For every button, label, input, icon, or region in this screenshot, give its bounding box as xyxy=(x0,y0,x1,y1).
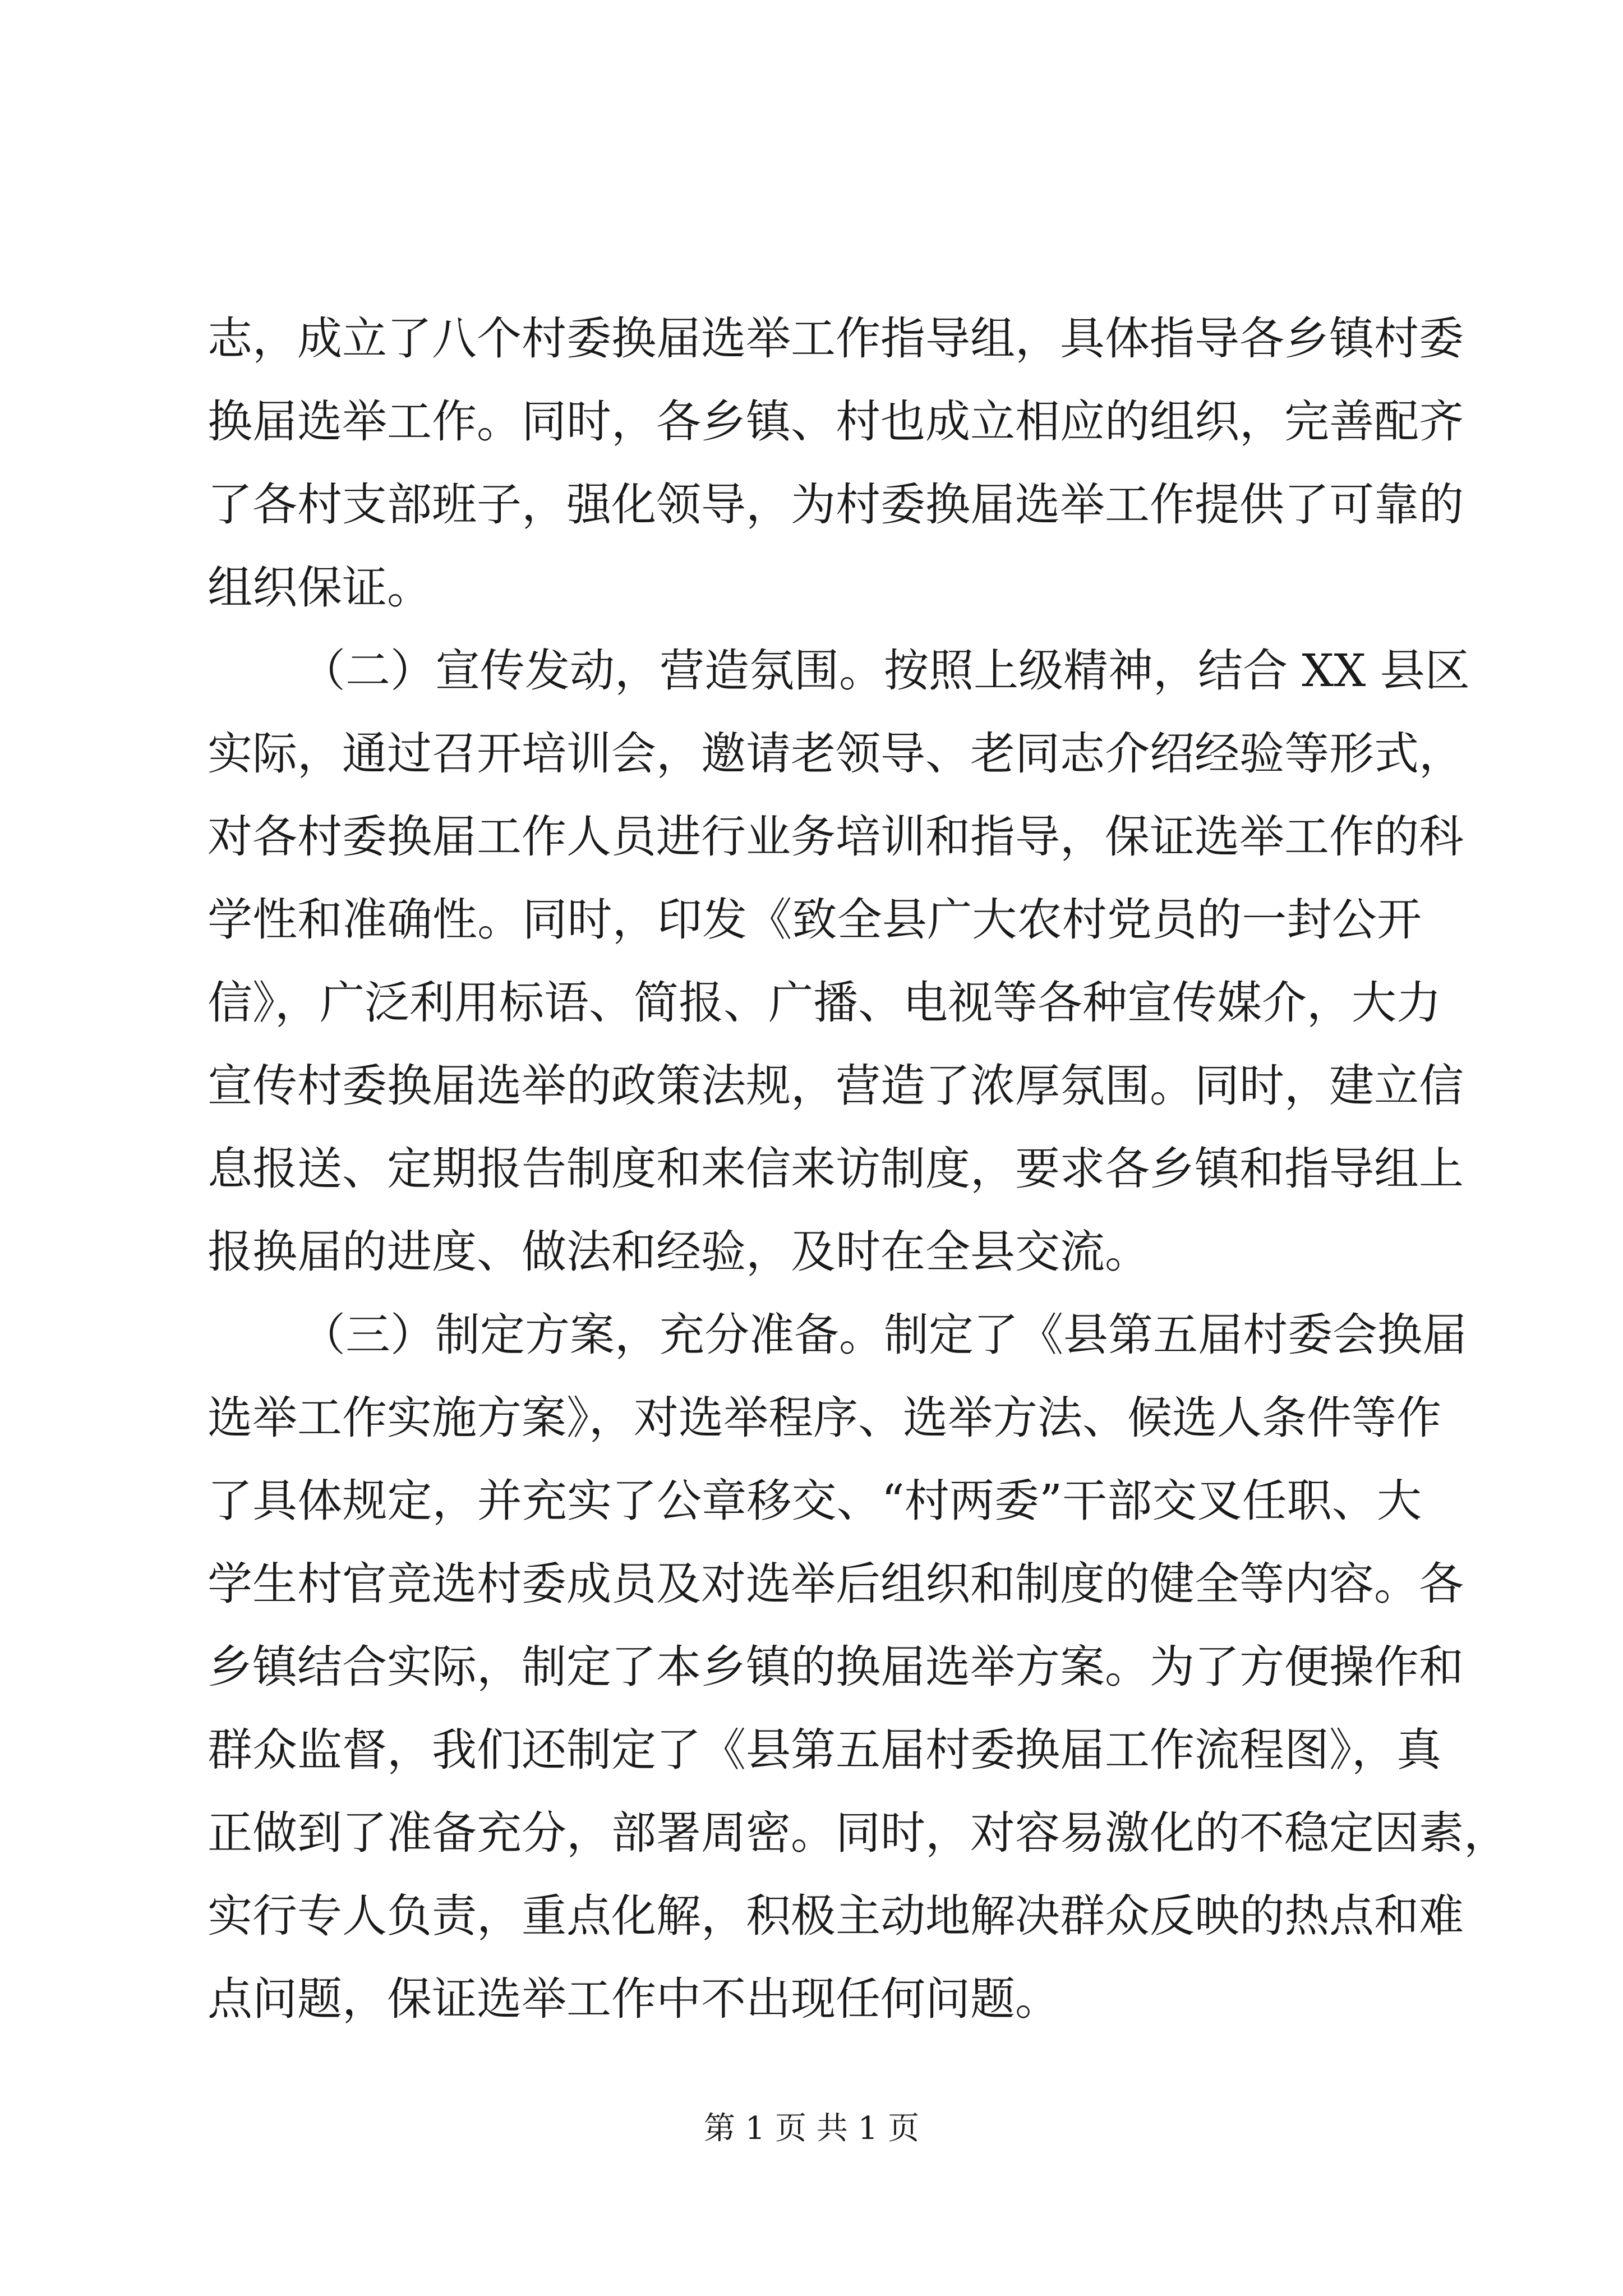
text-line: 学生村官竞选村委成员及对选举后组织和制度的健全等内容。各 xyxy=(208,1558,1464,1610)
text-line: 报换届的进度、做法和经验，及时在全县交流。 xyxy=(208,1226,1150,1278)
text-line: 点问题，保证选举工作中不出现任何问题。 xyxy=(208,1973,1060,2025)
text-line: 实行专人负责，重点化解，积极主动地解决群众反映的热点和难 xyxy=(208,1890,1464,1942)
paragraph-heading-line: （三）制定方案，充分准备。制定了《县第五届村委会换届 xyxy=(301,1309,1467,1361)
text-line: 志，成立了八个村委换届选举工作指导组，具体指导各乡镇村委 xyxy=(208,312,1464,365)
text-line: 群众监督，我们还制定了《县第五届村委换届工作流程图》，真 xyxy=(208,1724,1441,1776)
page-number-footer: 第 1 页 共 1 页 xyxy=(703,2110,920,2147)
text-line: 了具体规定，并充实了公章移交、“村两委”干部交叉任职、大 xyxy=(208,1475,1422,1527)
document-body xyxy=(208,297,1509,2041)
text-line: 实际，通过召开培训会，邀请老领导、老同志介绍经验等形式， xyxy=(208,728,1464,780)
text-line: 选举工作实施方案》，对选举程序、选举方法、候选人条件等作 xyxy=(208,1392,1441,1444)
text-line: 宣传村委换届选举的政策法规，营造了浓厚氛围。同时，建立信 xyxy=(208,1060,1464,1112)
text-line: 乡镇结合实际，制定了本乡镇的换届选举方案。为了方便操作和 xyxy=(208,1641,1464,1693)
text-line: 正做到了准备充分，部署周密。同时，对容易激化的不稳定因素， xyxy=(208,1807,1509,1859)
text-line: 对各村委换届工作人员进行业务培训和指导，保证选举工作的科 xyxy=(208,811,1464,863)
text-line: 换届选举工作。同时，各乡镇、村也成立相应的组织，完善配齐 xyxy=(208,395,1464,448)
text-line: 了各村支部班子，强化领导，为村委换届选举工作提供了可靠的 xyxy=(208,478,1464,531)
text-line: 组织保证。 xyxy=(208,562,432,614)
text-line: 息报送、定期报告制度和来信来访制度，要求各乡镇和指导组上 xyxy=(208,1143,1464,1195)
text-line: 信》，广泛利用标语、简报、广播、电视等各种宣传媒介，大力 xyxy=(208,977,1441,1029)
text-line: 学性和准确性。同时，印发《致全县广大农村党员的一封公开 xyxy=(208,894,1422,946)
paragraph-heading-line: （二）宣传发动，营造氛围。按照上级精神，结合 XX 县区 xyxy=(301,645,1470,697)
